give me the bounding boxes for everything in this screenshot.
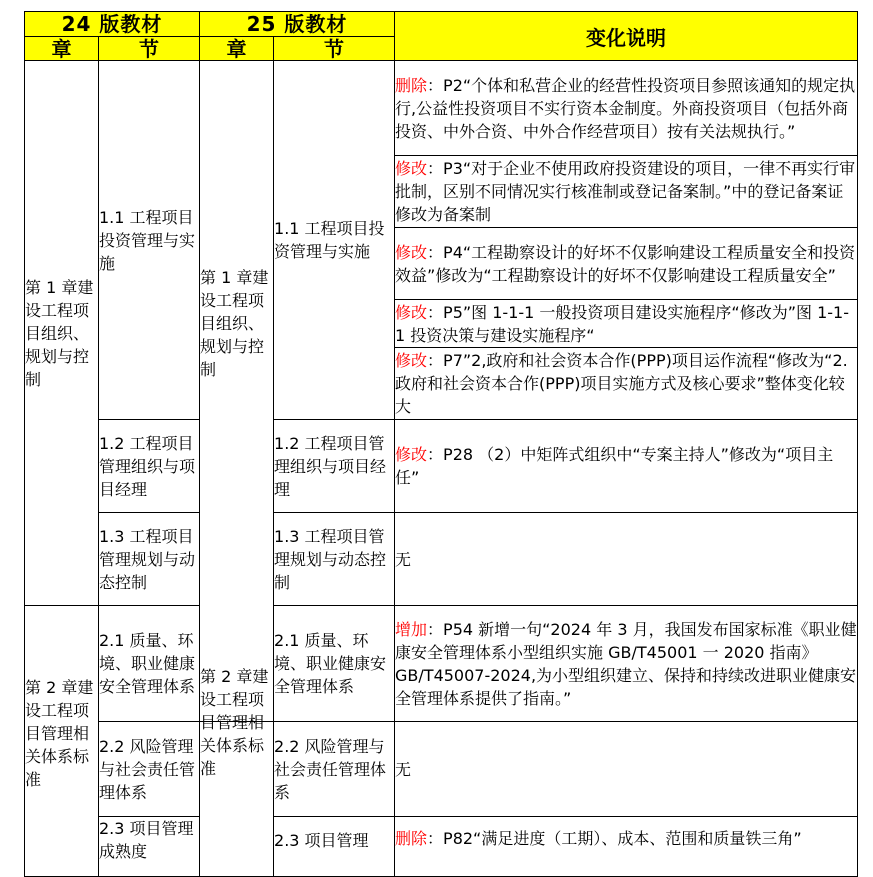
change-item-10 [395, 817, 858, 877]
chapter-2-v25 [200, 667, 274, 877]
chapter-1-v24: 第 1 章建设工程项目组织、规划与控制 [25, 61, 99, 606]
header-chapter-24: 章 [25, 37, 99, 61]
section-2-3-v25: 2.3 项目管理 [274, 817, 395, 877]
change-item-6 [395, 420, 858, 513]
change-text: ：P28 （2）中矩阵式组织中“专案主持人”修改为“项目主任” [395, 445, 834, 487]
change-tag: 修改 [395, 242, 428, 262]
change-item-7: 无 [395, 513, 858, 606]
section-1-3-v24: 1.3 工程项目管理规划与动态控制 [99, 513, 200, 606]
change-tag: 增加 [395, 619, 428, 639]
section-2-1-v25: 2.1 质量、环境、职业健康安全管理体系 [274, 606, 395, 722]
change-text: ：P7”2,政府和社会资本合作(PPP)项目运作流程“修改为“2.政府和社会资本合作(PPP)项目实施方式及核心要求”整体变化较大 [395, 351, 848, 416]
section-1-3-v25: 1.3 工程项目管理规划与动态控制 [274, 513, 395, 606]
header-v24: 24 版教材 [25, 12, 200, 37]
chapter-2-v24: 第 2 章建设工程项目管理相关体系标准 [25, 606, 99, 877]
change-item-8 [395, 606, 858, 722]
header-v25: 25 版教材 [200, 12, 395, 37]
section-2-2-v25: 2.2 风险管理与社会责任管理体系 [274, 722, 395, 817]
section-1-1-v24: 1.1 工程项目投资管理与实施 [99, 61, 200, 420]
section-2-2-v24: 2.2 风险管理与社会责任管理体系 [99, 722, 200, 817]
change-item-1 [395, 61, 858, 156]
change-text: ：P54 新增一句“2024 年 3 月，我国发布国家标准《职业健康安全管理体系小型组织实施 GB/T45001 一 2020 指南》GB/T45007-2024,为小型组织建立、保持和持续改进职业健康安全管理体系提供了指南。” [395, 619, 857, 708]
change-tag: 修改 [395, 445, 428, 464]
header-chapter-25: 章 [200, 37, 274, 61]
change-text: ：P4“工程勘察设计的好坏不仅影响建设工程质量安全和投资效益”修改为“工程勘察设计的好坏不仅影响建设工程质量安全” [395, 242, 856, 285]
section-1-1-v25: 1.1 工程项目投资管理与实施 [274, 61, 395, 420]
change-item-9: 无 [395, 722, 858, 817]
section-2-1-v24: 2.1 质量、环境、职业健康安全管理体系 [99, 606, 200, 722]
change-tag: 修改 [395, 351, 428, 370]
change-item-5 [395, 348, 858, 420]
change-tag: 删除 [395, 829, 428, 848]
section-1-2-v24: 1.2 工程项目管理组织与项目经理 [99, 420, 200, 513]
change-text: ：P2“个体和私营企业的经营性投资项目参照该通知的规定执行,公益性投资项目不实行资本金制度。外商投资项目（包括外商投资、中外合资、中外合作经营项目）按有关法规执行。” [395, 75, 856, 141]
header-section-24: 节 [99, 37, 200, 61]
section-2-3-v24: 2.3 项目管理成熟度 [99, 817, 200, 877]
change-item-3 [395, 228, 858, 300]
header-section-25: 节 [274, 37, 395, 61]
change-text: ：P5”图 1-1-1 一般投资项目建设实施程序“修改为”图 1-1-1 投资决策与建设实施程序“ [395, 302, 849, 345]
textbook-change-table [24, 11, 858, 877]
section-1-2-v25: 1.2 工程项目管理组织与项目经理 [274, 420, 395, 513]
chapter-2-v25-text: 第 2 章建设工程项目管理相关体系标准 [200, 667, 269, 778]
header-change-description: 变化说明 [395, 12, 858, 61]
chapter-1-v25: 第 1 章建设工程项目组织、规划与控制 [200, 61, 274, 722]
change-tag: 修改 [395, 302, 428, 322]
change-tag: 修改 [395, 159, 428, 178]
change-text: ：P3“对于企业不使用政府投资建设的项目，一律不再实行审批制，区别不同情况实行核准制或登记备案制。”中的登记备案证修改为备案制 [395, 159, 856, 224]
change-item-4 [395, 300, 858, 348]
change-tag: 删除 [395, 75, 428, 95]
change-text: ：P82“满足进度（工期）、成本、范围和质量铁三角” [427, 829, 802, 848]
change-item-2 [395, 156, 858, 228]
